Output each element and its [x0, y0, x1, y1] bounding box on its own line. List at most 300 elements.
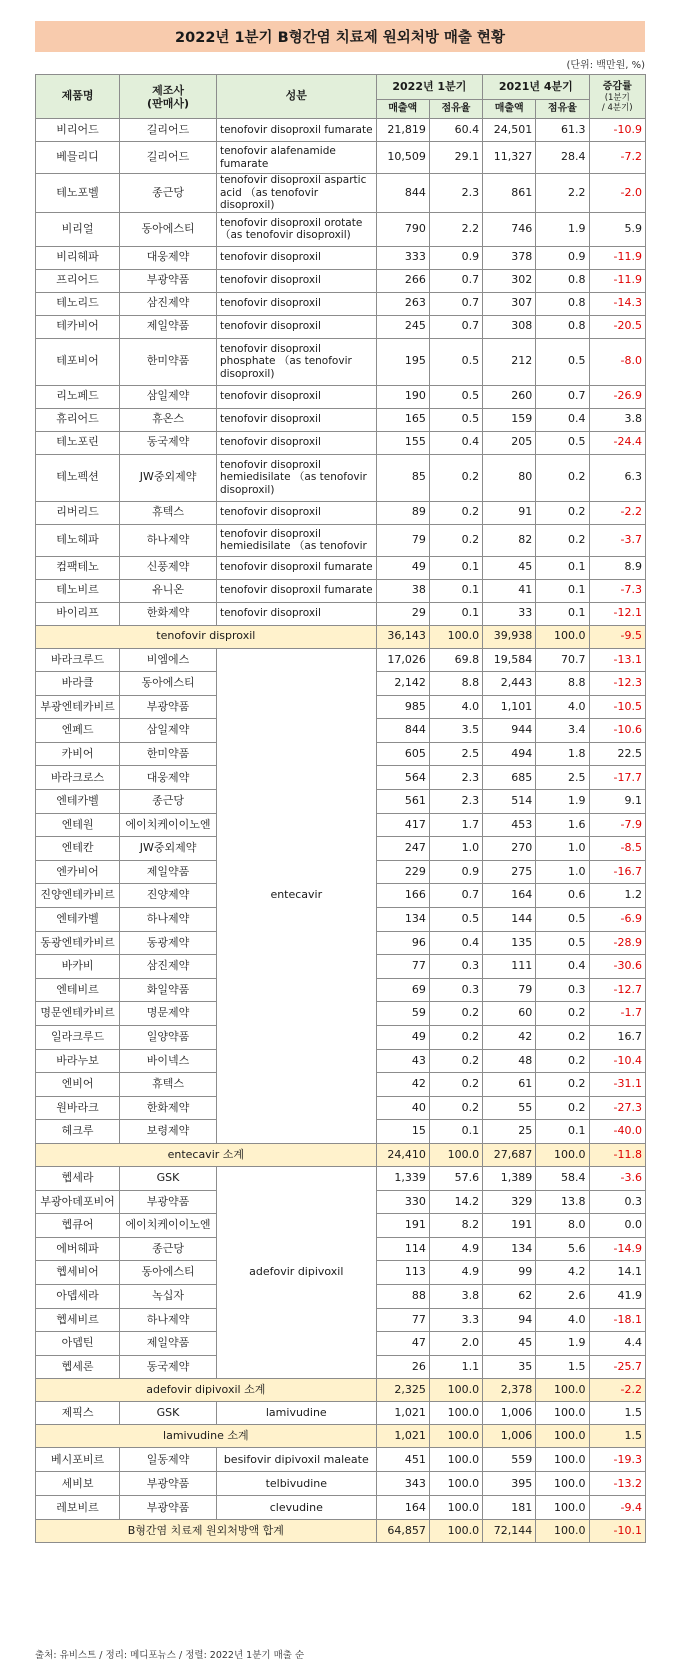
maker-name: 신풍제약 — [120, 556, 217, 579]
sales-2022: 29 — [376, 602, 429, 625]
sales-2022: 333 — [376, 246, 429, 269]
maker-name: 부광약품 — [120, 1190, 217, 1214]
maker-name: 일양약품 — [120, 1026, 217, 1050]
sales-2021: 144 — [483, 908, 536, 932]
change-rate: -12.7 — [589, 978, 645, 1002]
sales-2021: 1,389 — [483, 1166, 536, 1190]
share-2021: 1.5 — [536, 1355, 589, 1379]
sales-2022: 79 — [376, 524, 429, 556]
share-2022: 2.3 — [429, 174, 482, 213]
share-2021: 0.2 — [536, 454, 589, 501]
share-2022: 0.4 — [429, 431, 482, 454]
sales-2022: 77 — [376, 1308, 429, 1332]
product-name: 헤크루 — [36, 1120, 120, 1144]
sales-2022: 844 — [376, 719, 429, 743]
share-2021: 0.5 — [536, 338, 589, 385]
change-rate: 8.9 — [589, 556, 645, 579]
sales-2022: 113 — [376, 1261, 429, 1285]
change-rate: -7.3 — [589, 579, 645, 602]
sales-2022: 166 — [376, 884, 429, 908]
table-row — [36, 501, 646, 524]
sales-2022: 49 — [376, 1026, 429, 1050]
share-2021: 0.2 — [536, 524, 589, 556]
product-name: 엔페드 — [36, 719, 120, 743]
ingredient-name: tenofovir disoproxil — [216, 269, 376, 292]
share-2021: 0.4 — [536, 955, 589, 979]
sales-2021: 33 — [483, 602, 536, 625]
product-name: 테포비어 — [36, 338, 120, 385]
change-rate: -31.1 — [589, 1073, 645, 1097]
table-row — [36, 556, 646, 579]
share-2022: 0.7 — [429, 315, 482, 338]
change-rate: -10.5 — [589, 695, 645, 719]
sales-2022: 605 — [376, 742, 429, 766]
maker-name: 삼일제약 — [120, 385, 217, 408]
ingredient-name: adefovir dipivoxil — [216, 1166, 376, 1378]
sales-2021: 111 — [483, 955, 536, 979]
table-row — [36, 1496, 646, 1520]
share-2021: 0.3 — [536, 978, 589, 1002]
change-rate: -28.9 — [589, 931, 645, 955]
sales-2021: 1,101 — [483, 695, 536, 719]
sales-2022: 417 — [376, 813, 429, 837]
change-rate: 1.2 — [589, 884, 645, 908]
share-2022: 69.8 — [429, 648, 482, 672]
sales-2021: 48 — [483, 1049, 536, 1073]
product-name: 바라크로스 — [36, 766, 120, 790]
ingredient-name: besifovir dipivoxil maleate — [216, 1448, 376, 1472]
product-name: 테노리드 — [36, 292, 120, 315]
change-rate: -11.9 — [589, 246, 645, 269]
share-2021: 0.5 — [536, 908, 589, 932]
subtotal-row — [36, 625, 646, 648]
share-2021: 0.5 — [536, 931, 589, 955]
product-name: 테카비어 — [36, 315, 120, 338]
product-name: 동광엔테카비르 — [36, 931, 120, 955]
share-2022: 2.2 — [429, 212, 482, 246]
subtotal-row — [36, 1143, 646, 1166]
share-2021: 3.4 — [536, 719, 589, 743]
share-2022: 100.0 — [429, 1520, 482, 1543]
maker-name: 한화제약 — [120, 602, 217, 625]
share-2022: 0.5 — [429, 338, 482, 385]
change-rate: -12.3 — [589, 672, 645, 696]
share-2021: 4.0 — [536, 695, 589, 719]
sales-2021: 24,501 — [483, 119, 536, 142]
ingredient-name: tenofovir disoproxil — [216, 602, 376, 625]
share-2021: 0.5 — [536, 431, 589, 454]
product-name: 아뎁틴 — [36, 1332, 120, 1356]
table-row — [36, 142, 646, 174]
share-2021: 1.0 — [536, 860, 589, 884]
change-rate: 41.9 — [589, 1284, 645, 1308]
share-2022: 8.8 — [429, 672, 482, 696]
sales-2022: 17,026 — [376, 648, 429, 672]
ingredient-name: tenofovir disoproxil — [216, 385, 376, 408]
share-2022: 4.9 — [429, 1237, 482, 1261]
share-2021: 0.6 — [536, 884, 589, 908]
sales-2021: 302 — [483, 269, 536, 292]
change-rate: -2.2 — [589, 501, 645, 524]
sales-2021: 746 — [483, 212, 536, 246]
share-2021: 2.5 — [536, 766, 589, 790]
product-name: 테노포벨 — [36, 174, 120, 213]
share-2022: 0.2 — [429, 454, 482, 501]
share-2021: 0.9 — [536, 246, 589, 269]
sales-2022: 190 — [376, 385, 429, 408]
product-name: 비리얼 — [36, 212, 120, 246]
share-2022: 0.4 — [429, 931, 482, 955]
share-2021: 1.0 — [536, 837, 589, 861]
change-rate: -30.6 — [589, 955, 645, 979]
change-rate: -10.9 — [589, 119, 645, 142]
maker-name: JW중외제약 — [120, 837, 217, 861]
product-name: 테노펙션 — [36, 454, 120, 501]
share-2021: 0.2 — [536, 1073, 589, 1097]
change-rate: -3.7 — [589, 524, 645, 556]
product-name: 원바라크 — [36, 1096, 120, 1120]
maker-name: 종근당 — [120, 1237, 217, 1261]
ingredient-name: tenofovir disoproxil — [216, 431, 376, 454]
share-2021: 0.8 — [536, 315, 589, 338]
sales-2022: 59 — [376, 1002, 429, 1026]
change-rate: -10.1 — [589, 1520, 645, 1543]
subtotal-label: entecavir 소계 — [36, 1143, 377, 1166]
sales-2021: 94 — [483, 1308, 536, 1332]
share-2021: 1.9 — [536, 790, 589, 814]
share-2022: 0.5 — [429, 385, 482, 408]
change-rate: -7.9 — [589, 813, 645, 837]
share-2021: 70.7 — [536, 648, 589, 672]
sales-2022: 245 — [376, 315, 429, 338]
change-rate: -13.2 — [589, 1472, 645, 1496]
header-share-2021: 점유율 — [536, 100, 589, 119]
sales-2022: 164 — [376, 1496, 429, 1520]
change-rate: -40.0 — [589, 1120, 645, 1144]
product-name: 엔테카벨 — [36, 790, 120, 814]
ingredient-name: tenofovir disoproxil fumarate — [216, 579, 376, 602]
share-2022: 100.0 — [429, 1448, 482, 1472]
share-2022: 3.3 — [429, 1308, 482, 1332]
sales-2021: 944 — [483, 719, 536, 743]
share-2021: 100.0 — [536, 1520, 589, 1543]
maker-name: 한미약품 — [120, 338, 217, 385]
product-name: 엔테비르 — [36, 978, 120, 1002]
share-2022: 2.0 — [429, 1332, 482, 1356]
sales-2022: 69 — [376, 978, 429, 1002]
sales-2022: 564 — [376, 766, 429, 790]
sales-2022: 77 — [376, 955, 429, 979]
sales-2022: 96 — [376, 931, 429, 955]
header-product: 제품명 — [36, 75, 120, 119]
change-rate: -2.2 — [589, 1379, 645, 1402]
share-2021: 13.8 — [536, 1190, 589, 1214]
maker-name: 비엠에스 — [120, 648, 217, 672]
table-row — [36, 524, 646, 556]
table-row — [36, 579, 646, 602]
share-2021: 8.0 — [536, 1214, 589, 1238]
sales-2021: 61 — [483, 1073, 536, 1097]
table-row — [36, 408, 646, 431]
maker-name: 종근당 — [120, 790, 217, 814]
ingredient-name: entecavir — [216, 648, 376, 1143]
share-2022: 14.2 — [429, 1190, 482, 1214]
sales-2021: 72,144 — [483, 1520, 536, 1543]
share-2022: 2.3 — [429, 790, 482, 814]
maker-name: 진양제약 — [120, 884, 217, 908]
product-name: 헵세비르 — [36, 1308, 120, 1332]
table-body — [36, 119, 646, 1543]
product-name: 바라크루드 — [36, 648, 120, 672]
sales-2022: 64,857 — [376, 1520, 429, 1543]
header-maker — [120, 75, 217, 119]
change-rate: 0.3 — [589, 1190, 645, 1214]
sales-2021: 159 — [483, 408, 536, 431]
share-2022: 2.5 — [429, 742, 482, 766]
header-sales-2021: 매출액 — [483, 100, 536, 119]
change-rate: -9.4 — [589, 1496, 645, 1520]
change-rate: -6.9 — [589, 908, 645, 932]
sales-2021: 260 — [483, 385, 536, 408]
subtotal-row — [36, 1425, 646, 1448]
subtotal-row — [36, 1379, 646, 1402]
sales-2022: 191 — [376, 1214, 429, 1238]
ingredient-name: tenofovir disoproxil hemiedisilate （as tenofovir — [216, 524, 376, 556]
share-2022: 0.1 — [429, 579, 482, 602]
share-2022: 0.2 — [429, 501, 482, 524]
sales-2022: 49 — [376, 556, 429, 579]
table-row — [36, 119, 646, 142]
share-2022: 0.5 — [429, 408, 482, 431]
product-name: 리노페드 — [36, 385, 120, 408]
sales-2022: 561 — [376, 790, 429, 814]
subtotal-label: lamivudine 소계 — [36, 1425, 377, 1448]
share-2022: 3.8 — [429, 1284, 482, 1308]
change-rate: 14.1 — [589, 1261, 645, 1285]
table-row — [36, 431, 646, 454]
share-2022: 0.3 — [429, 978, 482, 1002]
share-2022: 0.1 — [429, 602, 482, 625]
share-2022: 0.1 — [429, 556, 482, 579]
share-2021: 0.4 — [536, 408, 589, 431]
maker-name: 부광약품 — [120, 1472, 217, 1496]
sales-2021: 1,006 — [483, 1402, 536, 1425]
change-rate: -9.5 — [589, 625, 645, 648]
sales-2021: 60 — [483, 1002, 536, 1026]
product-name: 에버헤파 — [36, 1237, 120, 1261]
product-name: 프리어드 — [36, 269, 120, 292]
sales-2022: 47 — [376, 1332, 429, 1356]
share-2021: 0.7 — [536, 385, 589, 408]
maker-name: 제일약품 — [120, 315, 217, 338]
header-q4-2021: 2021년 4분기 — [483, 75, 589, 100]
share-2022: 100.0 — [429, 625, 482, 648]
share-2021: 100.0 — [536, 1143, 589, 1166]
table-row — [36, 602, 646, 625]
share-2021: 0.1 — [536, 602, 589, 625]
change-rate: -10.6 — [589, 719, 645, 743]
share-2022: 100.0 — [429, 1402, 482, 1425]
share-2022: 0.3 — [429, 955, 482, 979]
sales-2022: 247 — [376, 837, 429, 861]
share-2022: 0.9 — [429, 860, 482, 884]
total-label: B형간염 치료제 원외처방액 합계 — [36, 1520, 377, 1543]
product-name: 카비어 — [36, 742, 120, 766]
maker-name: 동아에스티 — [120, 672, 217, 696]
ingredient-name: tenofovir disoproxil hemiedisilate （as tenofovir disoproxil) — [216, 454, 376, 501]
share-2021: 2.2 — [536, 174, 589, 213]
ingredient-name: tenofovir disoproxil — [216, 315, 376, 338]
share-2021: 5.6 — [536, 1237, 589, 1261]
sales-2021: 307 — [483, 292, 536, 315]
sales-2022: 195 — [376, 338, 429, 385]
sales-2021: 42 — [483, 1026, 536, 1050]
share-2022: 0.2 — [429, 1073, 482, 1097]
share-2022: 0.7 — [429, 884, 482, 908]
change-rate: 16.7 — [589, 1026, 645, 1050]
sales-2021: 99 — [483, 1261, 536, 1285]
maker-name: 부광약품 — [120, 695, 217, 719]
share-2021: 100.0 — [536, 1448, 589, 1472]
maker-name: 바이넥스 — [120, 1049, 217, 1073]
sales-2021: 27,687 — [483, 1143, 536, 1166]
share-2022: 0.2 — [429, 1026, 482, 1050]
sales-2022: 43 — [376, 1049, 429, 1073]
change-rate: 9.1 — [589, 790, 645, 814]
product-name: 바이리프 — [36, 602, 120, 625]
table-row — [36, 454, 646, 501]
sales-2022: 1,339 — [376, 1166, 429, 1190]
share-2022: 100.0 — [429, 1496, 482, 1520]
unit-note: (단위: 백만원, %) — [566, 60, 645, 71]
sales-2022: 114 — [376, 1237, 429, 1261]
share-2021: 1.6 — [536, 813, 589, 837]
change-rate: -17.7 — [589, 766, 645, 790]
share-2022: 8.2 — [429, 1214, 482, 1238]
sales-2022: 42 — [376, 1073, 429, 1097]
sales-2022: 88 — [376, 1284, 429, 1308]
maker-name: 제일약품 — [120, 860, 217, 884]
sales-2021: 453 — [483, 813, 536, 837]
maker-name: 동아에스티 — [120, 212, 217, 246]
share-2022: 1.7 — [429, 813, 482, 837]
share-2021: 4.0 — [536, 1308, 589, 1332]
product-name: 진양엔테카비르 — [36, 884, 120, 908]
share-2021: 1.9 — [536, 212, 589, 246]
share-2021: 1.8 — [536, 742, 589, 766]
share-2022: 100.0 — [429, 1379, 482, 1402]
ingredient-name: tenofovir disoproxil — [216, 246, 376, 269]
product-name: 헵큐어 — [36, 1214, 120, 1238]
maker-name: 종근당 — [120, 174, 217, 213]
share-2022: 60.4 — [429, 119, 482, 142]
ingredient-name: telbivudine — [216, 1472, 376, 1496]
change-rate: 4.4 — [589, 1332, 645, 1356]
maker-name: GSK — [120, 1402, 217, 1425]
change-rate: -26.9 — [589, 385, 645, 408]
total-row — [36, 1520, 646, 1543]
share-2022: 4.0 — [429, 695, 482, 719]
change-rate: -16.7 — [589, 860, 645, 884]
ingredient-name: tenofovir disoproxil orotate （as tenofovir disoproxil) — [216, 212, 376, 246]
maker-name: 휴온스 — [120, 408, 217, 431]
share-2021: 100.0 — [536, 1379, 589, 1402]
share-2021: 100.0 — [536, 1472, 589, 1496]
maker-name: 하나제약 — [120, 908, 217, 932]
subtotal-label: adefovir dipivoxil 소계 — [36, 1379, 377, 1402]
product-name: 엔비어 — [36, 1073, 120, 1097]
product-name: 명문엔테카비르 — [36, 1002, 120, 1026]
share-2022: 29.1 — [429, 142, 482, 174]
share-2021: 0.8 — [536, 292, 589, 315]
header-change-sub: (1분기 / 4분기) — [601, 92, 633, 113]
ingredient-name: tenofovir disoproxil fumarate — [216, 556, 376, 579]
product-name: 제픽스 — [36, 1402, 120, 1425]
ingredient-name: tenofovir alafenamide fumarate — [216, 142, 376, 174]
change-rate: -11.9 — [589, 269, 645, 292]
share-2021: 0.2 — [536, 1026, 589, 1050]
product-name: 세비보 — [36, 1472, 120, 1496]
sales-2021: 135 — [483, 931, 536, 955]
share-2022: 3.5 — [429, 719, 482, 743]
sales-2022: 165 — [376, 408, 429, 431]
share-2021: 0.2 — [536, 1049, 589, 1073]
maker-name: GSK — [120, 1166, 217, 1190]
sales-2022: 15 — [376, 1120, 429, 1144]
table-row — [36, 246, 646, 269]
maker-name: 하나제약 — [120, 524, 217, 556]
product-name: 레보비르 — [36, 1496, 120, 1520]
sales-2021: 25 — [483, 1120, 536, 1144]
product-name: 테노포린 — [36, 431, 120, 454]
sales-2021: 205 — [483, 431, 536, 454]
sales-2021: 19,584 — [483, 648, 536, 672]
sales-2022: 451 — [376, 1448, 429, 1472]
sales-2022: 24,410 — [376, 1143, 429, 1166]
sales-2021: 45 — [483, 1332, 536, 1356]
subtotal-label: tenofovir disproxil — [36, 625, 377, 648]
share-2021: 4.2 — [536, 1261, 589, 1285]
change-rate: -19.3 — [589, 1448, 645, 1472]
sales-2022: 85 — [376, 454, 429, 501]
share-2022: 1.0 — [429, 837, 482, 861]
header-q1-2022: 2022년 1분기 — [376, 75, 482, 100]
share-2022: 1.1 — [429, 1355, 482, 1379]
maker-name: 동광제약 — [120, 931, 217, 955]
sales-2021: 80 — [483, 454, 536, 501]
sales-2022: 1,021 — [376, 1425, 429, 1448]
sales-2021: 559 — [483, 1448, 536, 1472]
product-name: 바라클 — [36, 672, 120, 696]
table-row — [36, 315, 646, 338]
product-name: 엔테칸 — [36, 837, 120, 861]
sales-2021: 134 — [483, 1237, 536, 1261]
share-2022: 0.7 — [429, 269, 482, 292]
product-name: 아뎁세라 — [36, 1284, 120, 1308]
sales-2021: 308 — [483, 315, 536, 338]
share-2022: 4.9 — [429, 1261, 482, 1285]
sales-2022: 38 — [376, 579, 429, 602]
share-2022: 100.0 — [429, 1425, 482, 1448]
share-2021: 0.1 — [536, 1120, 589, 1144]
share-2021: 2.6 — [536, 1284, 589, 1308]
table-row — [36, 1166, 646, 1190]
ingredient-name: tenofovir disoproxil phosphate （as tenofovir disoproxil) — [216, 338, 376, 385]
sales-2021: 378 — [483, 246, 536, 269]
ingredient-name: clevudine — [216, 1496, 376, 1520]
share-2021: 100.0 — [536, 1402, 589, 1425]
sales-2022: 1,021 — [376, 1402, 429, 1425]
